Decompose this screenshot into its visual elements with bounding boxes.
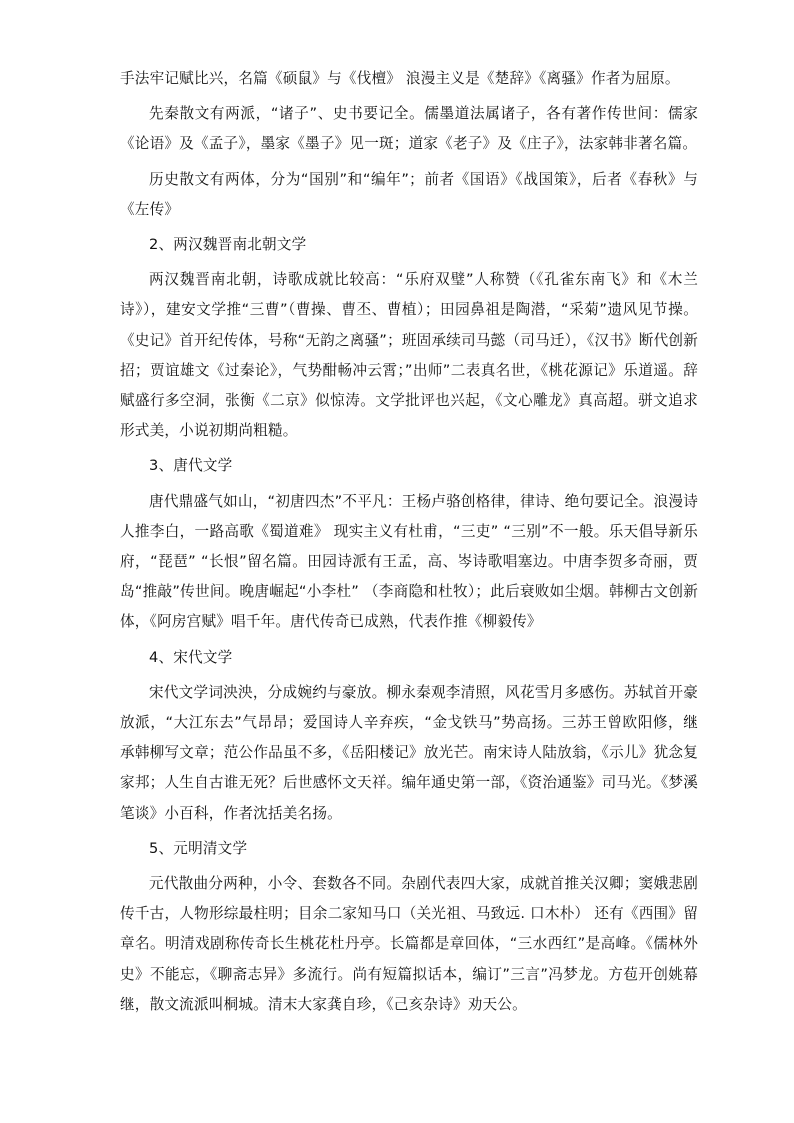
- paragraph-tang: 唐代鼎盛气如山，“初唐四杰”不平凡：王杨卢骆创格律，律诗、绝句要记全。浪漫诗人推李白，一路高歌《蜀道难》 现实主义有杜甫，“三吏” “三别”不一般。乐天倡导新乐府，“琵琶” “长恨”留名篇。田园诗派有王孟，高、岑诗歌唱塞边。中唐李贺多奇丽，贾岛“推敲”传世间。晚唐崛起“小李杜” （李商隐和杜牧）；此后衰败如尘烟。韩柳古文创新体，《阿房宫赋》唱千年。唐代传奇已成熟，代表作推《柳毅传》: [120, 492, 698, 631]
- section-heading-song: 4、宋代文学: [149, 648, 233, 666]
- paragraph-historical-prose: 历史散文有两体，分为“国别”和“编年”；前者《国语》《战国策》，后者《春秋》与《左传》: [120, 170, 698, 218]
- section-heading-tang: 3、唐代文学: [149, 457, 233, 475]
- paragraph-han-wei: 两汉魏晋南北朝，诗歌成就比较高：“乐府双璧”人称赞（《孔雀东南飞》和《木兰诗》），建安文学推“三曹”（曹操、曹丕、曹植）；田园鼻祖是陶潜，“采菊”遗风见节操。《史记》首开纪传体，号称“无韵之离骚”；班固承续司马懿（司马迁），《汉书》断代创新招；贾谊雄文《过秦论》，气势酣畅冲云霄；”出师”二表真名世，《桃花源记》乐道遥。辞赋盛行多空洞，张衡《二京》似惊涛。文学批评也兴起，《文心雕龙》真高超。骈文追求形式美，小说初期尚粗糙。: [120, 271, 698, 440]
- section-heading-yuan-ming-qing: 5、元明清文学: [149, 839, 248, 857]
- paragraph-song: 宋代文学词泱泱，分成婉约与豪放。柳永秦观李清照，风花雪月多感伤。苏轼首开豪放派，“大江东去”气昂昂；爱国诗人辛弃疾，“金戈铁马”势高扬。三苏王曾欧阳修，继承韩柳写文章；范公作品虽不多，《岳阳楼记》放光芒。南宋诗人陆放翁，《示儿》犹念复家邦；人生自古谁无死？后世感怀文天祥。编年通史第一部，《资治通鉴》司马光。《梦溪笔谈》小百科，作者沈括美名扬。: [120, 683, 698, 822]
- paragraph-xianqin-prose: 先秦散文有两派，“诸子”、史书要记全。儒墨道法属诸子，各有著作传世间：儒家《论语》及《孟子》，墨家《墨子》见一斑；道家《老子》及《庄子》，法家韩非著名篇。: [120, 105, 698, 153]
- paragraph-yuan-ming-qing: 元代散曲分两种，小令、套数各不同。杂剧代表四大家，成就首推关汉卿；窦娥悲剧传千古，人物形综最柱明；目余二家知马口（关光祖、马致远. 口木朴） 还有《西围》留章名。明清戏剧称传奇长生桃花杜丹亭。长篇都是章回体，“三水西红”是高峰。《儒林外史》不能忘，《聊斋志异》多流行。尚有短篇拟话本，编订”三言”冯梦龙。方苞开创姚幕继，散文流派叫桐城。清末大家龚自珍，《己亥杂诗》劝天公。: [120, 875, 698, 1013]
- section-heading-han-wei: 2、两汉魏晋南北朝文学: [149, 236, 307, 254]
- paragraph-shijing-continuation: 手法牢记赋比兴，名篇《硕鼠》与《伐檀》 浪漫主义是《楚辞》《离骚》作者为屈原。: [120, 70, 680, 87]
